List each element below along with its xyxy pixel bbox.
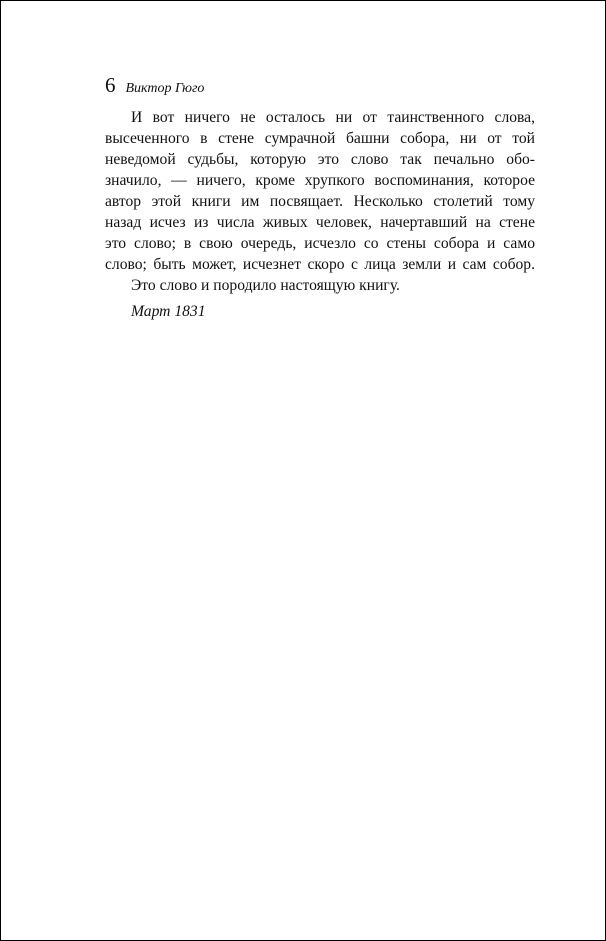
text-line: Это слово и породило настоящую книгу.: [131, 277, 400, 294]
text-line: высеченного в стене сумрачной башни собора, ни от той: [105, 130, 535, 147]
text-line: слово; быть может, исчезнет скоро с лица земли и сам собор.: [105, 256, 535, 273]
paragraph: [105, 107, 535, 275]
text-line: автор этой книги им посвящает. Несколько столетий тому: [105, 193, 535, 210]
page-number: 6: [105, 73, 116, 97]
text-line: это слово; в свою очередь, исчезло со стены собора и само: [105, 235, 535, 252]
date-signature: Март 1831: [131, 303, 206, 320]
text-line: назад исчез из числа живых человек, начертавший на стене: [105, 214, 535, 231]
paragraph: [105, 275, 535, 296]
running-title: Виктор Гюго: [125, 81, 205, 96]
text-line: значило, — ничего, кроме хрупкого воспоминания, которое: [105, 172, 535, 189]
text-line: И вот ничего не осталось ни от таинственного слова,: [131, 109, 535, 126]
body-text: [105, 107, 535, 296]
text-line: неведомой судьбы, которую это слово так печально обо-: [105, 151, 535, 168]
running-header: [105, 73, 204, 97]
